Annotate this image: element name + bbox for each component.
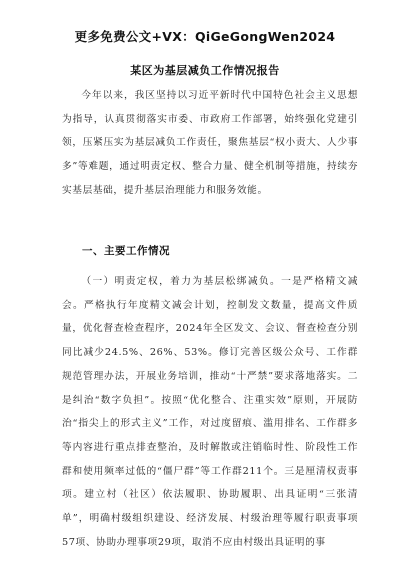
section-heading: 一、主要工作情况 [82, 245, 170, 257]
watermark-text: 更多免费公文+VX：QiGeGongWen2024 [74, 29, 336, 44]
intro-paragraph: 今年以来，我区坚持以习近平新时代中国特色社会主义思想为指导，认真贯彻落实市委、市政府工作部署，始终强化党建引领，压紧压实为基层减负工作责任，聚焦基层“权小责大、人少事多”等难题，通过明责定权、整合力量、健全机制等措施，持续夯实基层基础，提升基层治理能力和服务效能。 [62, 90, 358, 196]
document-title: 某区为基层减负工作情况报告 [130, 64, 280, 77]
section-paragraph: （一）明责定权，着力为基层松绑减负。一是严格精文减会。严格执行年度精文减会计划，控制发文数量，提高文件质量，优化督查检查程序，2024年全区发文、会议、督查检查分别同比减少24.5%、26%、53%。修订完善区级公众号、工作群规范管理办法，开展业务培训，推动“十严禁”要求落地落实。二是纠治“数字负担”。按照“优化整合、注重实效”原则，开展防治“指尖上的形式主义”工作，对过度留痕、滥用排名、工作群多等内容进行重点排查整治，及时解散或注销临时性、阶段性工作群和使用频率过低的“僵尸群”等工作群211个。三是厘清权责事项。建立村（社区）依法履职、协助履职、出具证明“三张清单”，明确村级组织建设、经济发展、村级治理等履行职责事项57项、协助办理事项29项，取消不应由村级出具证明的事 [62, 276, 358, 548]
